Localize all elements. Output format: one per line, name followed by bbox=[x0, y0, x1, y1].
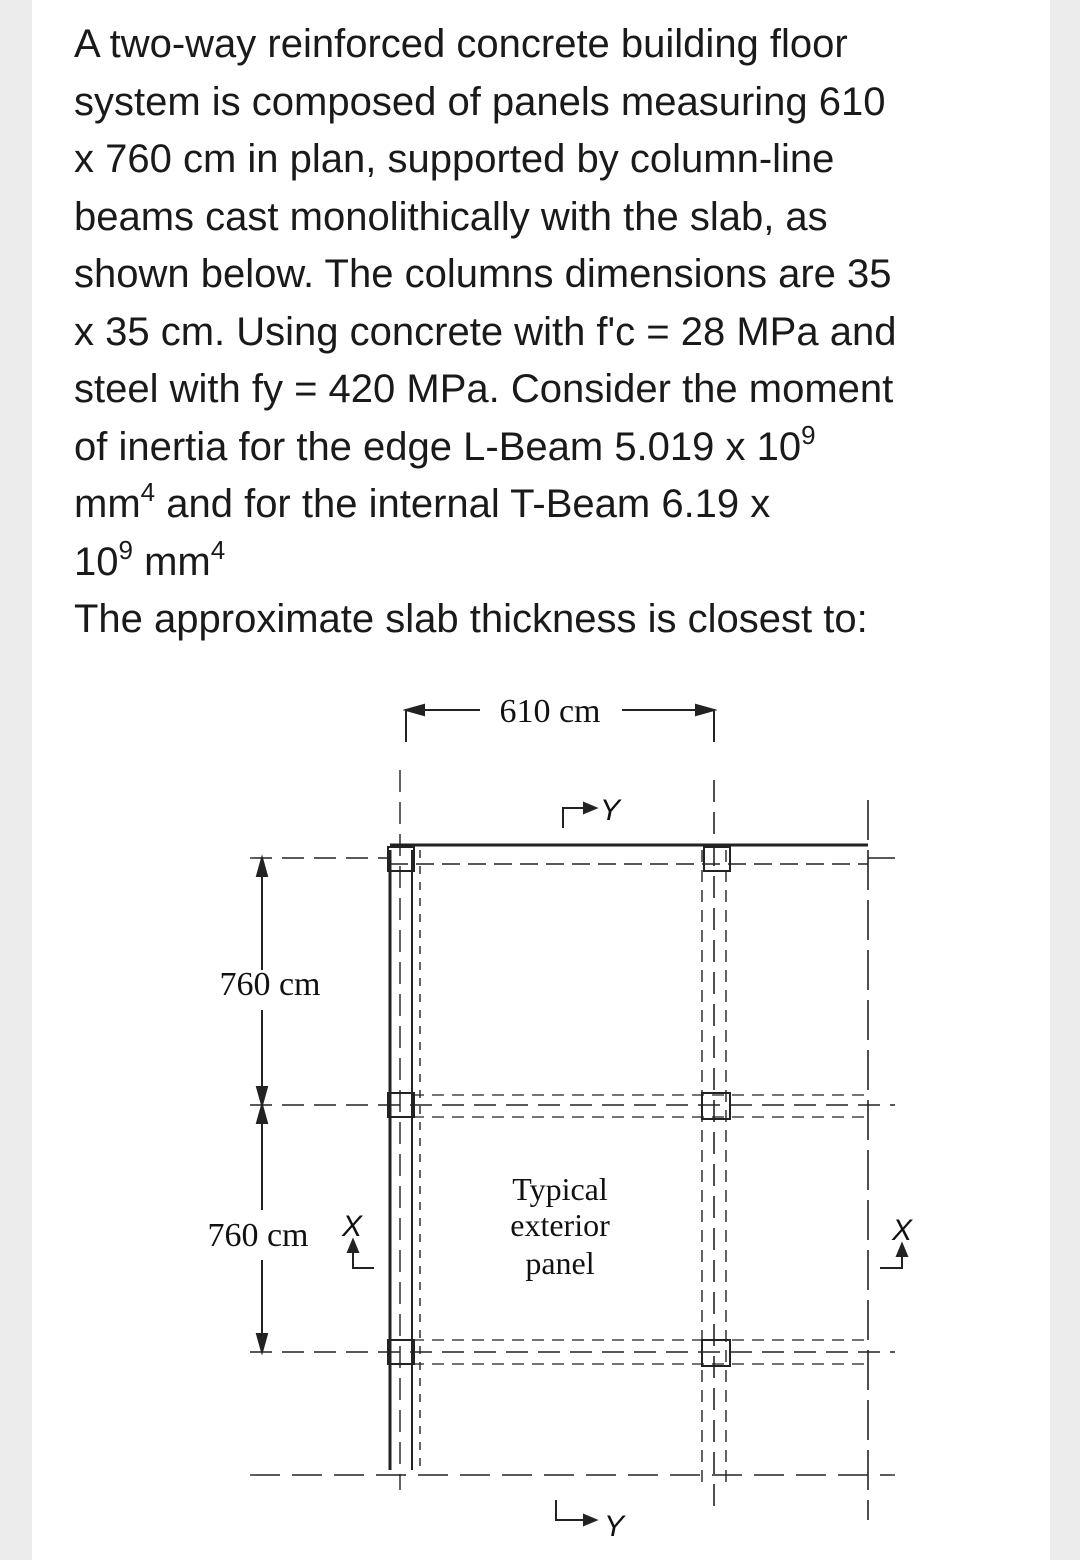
problem-line bbox=[74, 534, 1014, 592]
dim-arrow-up-icon bbox=[257, 1105, 267, 1123]
problem-line: A two-way reinforced concrete building floor bbox=[74, 22, 848, 66]
exponent: 9 bbox=[801, 419, 816, 450]
section-arrow-icon bbox=[584, 803, 596, 813]
section-label-y-bottom: Y bbox=[603, 1510, 625, 1543]
problem-line: x 760 cm in plan, supported by column-line bbox=[74, 137, 835, 181]
section-label-x-right: X bbox=[891, 1214, 913, 1247]
section-arrow-icon bbox=[584, 1515, 596, 1525]
problem-line bbox=[74, 419, 1014, 477]
floor-plan-drawing bbox=[190, 680, 913, 1560]
inertia-t-beam-text: and for the internal T-Beam 6.19 x bbox=[155, 482, 771, 526]
section-label-x-left: X bbox=[341, 1210, 363, 1243]
problem-line: steel with fy = 420 MPa. Consider the moment bbox=[74, 367, 894, 411]
problem-statement bbox=[74, 16, 1014, 649]
problem-line bbox=[74, 476, 1014, 534]
dim-arrow-up-icon bbox=[257, 858, 267, 876]
problem-line: system is composed of panels measuring 610 bbox=[74, 79, 886, 124]
dimension-left-upper-label: 760 cm bbox=[219, 966, 321, 1003]
dim-arrow-right-icon bbox=[696, 705, 714, 715]
inertia-l-beam-text: of inertia for the edge L-Beam 5.019 x 10 bbox=[74, 424, 802, 469]
floor-plan-figure bbox=[190, 680, 913, 1560]
panel-label-line: exterior bbox=[510, 1207, 610, 1243]
exponent: 9 bbox=[118, 534, 133, 565]
dim-arrow-down-icon bbox=[257, 1334, 267, 1352]
section-label-y-top: Y bbox=[599, 794, 621, 827]
exponent: 4 bbox=[210, 534, 226, 565]
panel-label-line: panel bbox=[525, 1245, 595, 1281]
exponent: 4 bbox=[140, 477, 156, 507]
panel-label-line: Typical bbox=[512, 1171, 608, 1207]
problem-line: x 35 cm. Using concrete with f'c = 28 MPa and bbox=[74, 309, 897, 354]
dimension-top-label: 610 cm bbox=[499, 693, 601, 730]
dimension-left-lower-label: 760 cm bbox=[207, 1217, 309, 1254]
unit-text: mm bbox=[132, 539, 211, 584]
column-square bbox=[388, 847, 414, 871]
problem-line: shown below. The columns dimensions are 35 bbox=[74, 252, 892, 296]
unit-text: mm bbox=[74, 482, 141, 526]
dim-arrow-left-icon bbox=[406, 705, 424, 715]
problem-question: The approximate slab thickness is closest to: bbox=[74, 597, 868, 641]
power-base: 10 bbox=[74, 539, 119, 584]
problem-line: beams cast monolithically with the slab, as bbox=[74, 194, 828, 239]
